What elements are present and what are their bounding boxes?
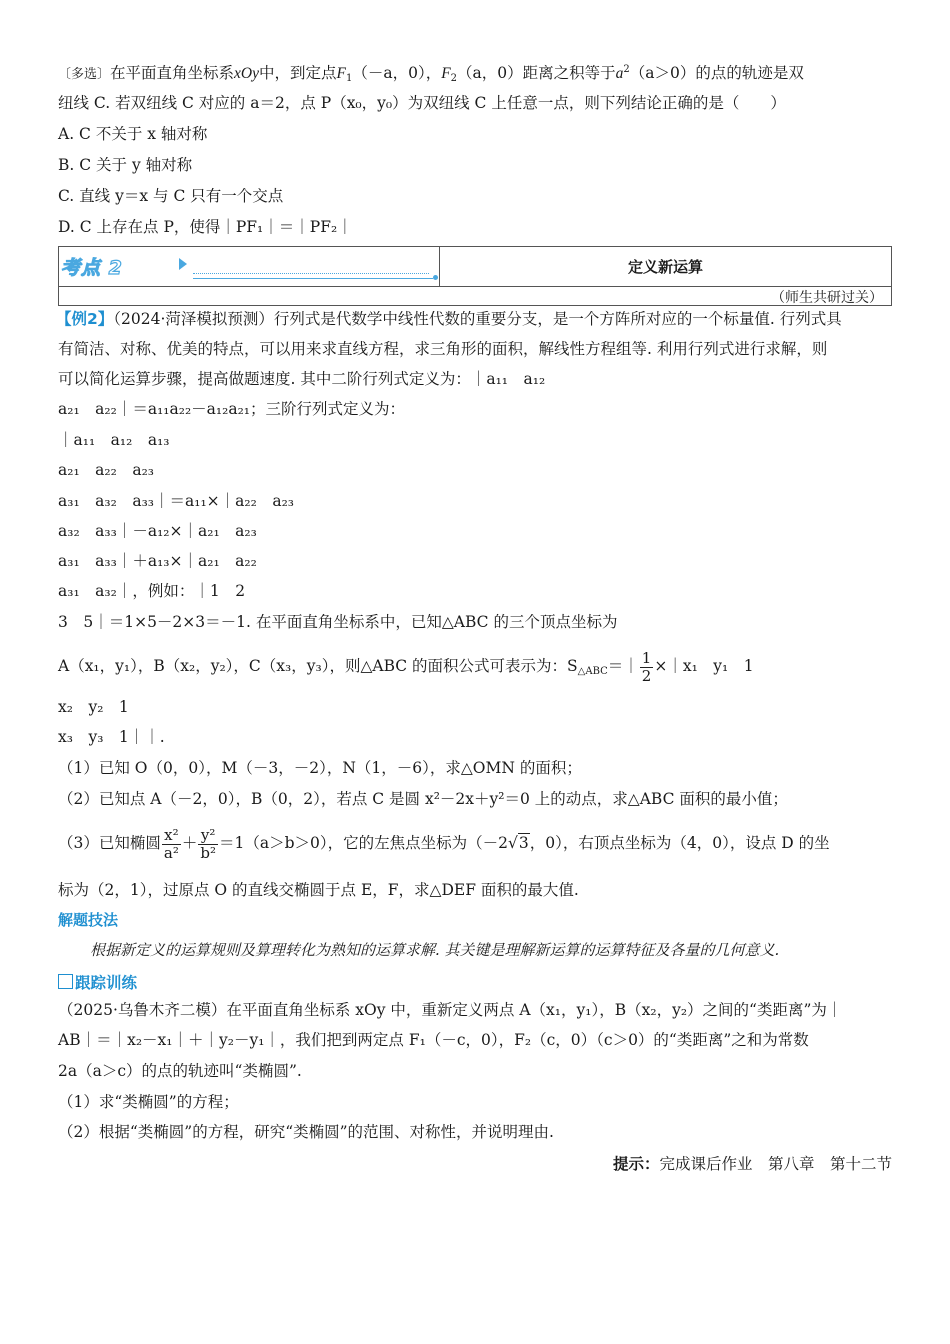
part-1: （1）已知 O（0，0），M（－3，－2），N（1，－6），求△OMN 的面积； <box>58 759 582 777</box>
training-line-3: 2a（a＞c）的点的轨迹叫“类椭圆”. <box>58 1062 302 1080</box>
example-line-14: x₃ y₃ 1｜｜. <box>58 728 165 746</box>
method-title: 解题技法 <box>58 911 119 929</box>
example-line-9: a₃₁ a₃₃｜＋a₁₃×｜a₂₁ a₂₂ <box>58 552 257 570</box>
section-header <box>58 246 892 306</box>
example-line-6: a₂₁ a₂₂ a₂₃ <box>58 461 155 479</box>
decorative-dotted-line <box>193 273 429 274</box>
section-title: 定义新运算 <box>439 247 891 287</box>
training-heading: 跟踪训练 <box>58 973 137 993</box>
question-line-2: 纽线 C. 若双纽线 C 对应的 a＝2，点 P（x₀，y₀）为双纽线 C 上任意一点，则下列结论正确的是（ ） <box>58 94 786 112</box>
training-part-2: （2）根据“类椭圆”的方程，研究“类椭圆”的范围、对称性，并说明理由. <box>58 1123 554 1141</box>
example-line-3: 可以简化运算步骤，提高做题速度. 其中二阶行列式定义为：｜a₁₁ a₁₂ <box>58 370 546 388</box>
example-label: 【例2】 <box>56 310 114 328</box>
question-line-1: 〔多选〕在平面直角坐标系xOy中，到定点$F_1(-a$，0），$F_2(a$，0）距离之积等于$a^2(a>0)$的点的轨迹是双 <box>58 64 804 84</box>
example-line-13: x₂ y₂ 1 <box>58 698 129 716</box>
arrow-right-icon <box>179 258 187 270</box>
part-3-cont: 标为（2，1），过原点 O 的直线交椭圆于点 E，F，求△DEF 面积的最大值. <box>58 881 579 899</box>
training-line-2: AB｜＝｜x₂－x₁｜＋｜y₂－y₁｜，我们把到两定点 F₁（－c，0），F₂（c，0）（c＞0）的“类距离”之和为常数 <box>58 1031 809 1049</box>
footer-hint <box>613 1152 892 1174</box>
option-c: C. 直线 y＝x 与 C 只有一个交点 <box>58 187 284 205</box>
checkbox-square-icon <box>58 974 73 989</box>
example-line-11: 3 5｜＝1×5－2×3＝－1. 在平面直角坐标系中，已知△ABC 的三个顶点坐标为 <box>58 613 618 631</box>
example-line-1: 【例2】（2024·菏泽模拟预测）行列式是代数学中线性代数的重要分支，是一个方阵所对应的一个标量值. 行列式具 <box>56 310 842 328</box>
part-2: （2）已知点 A（－2，0），B（0，2），若点 C 是圆 x²－2x＋y²＝0 上的动点，求△ABC 面积的最小值； <box>58 790 788 808</box>
example-line-7: a₃₁ a₃₂ a₃₃｜＝a₁₁×｜a₂₂ a₂₃ <box>58 492 294 510</box>
example-line-10: a₃₁ a₃₂｜，例如：｜1 2 <box>58 582 246 600</box>
fraction-half: $\frac{1}{2}$ <box>641 648 652 685</box>
fraction-y2-b2: $\frac{\text{y²}}{\text{b²}}$ <box>200 825 216 862</box>
method-body: 根据新定义的运算规则及算理转化为熟知的运算求解. 其关键是理解新运算的运算特征及各量的几何意义. <box>90 941 780 959</box>
section-badge-area <box>59 247 439 286</box>
option-a: A. C 不关于 x 轴对称 <box>58 125 208 143</box>
section-badge: 考点 2 <box>61 257 123 279</box>
option-b: B. C 关于 y 轴对称 <box>58 156 193 174</box>
option-d: D. C 上存在点 P，使得｜PF₁｜＝｜PF₂｜ <box>58 218 353 236</box>
multi-select-tag: 〔多选〕 <box>58 67 111 82</box>
divider <box>59 286 439 287</box>
hint-label: 提示： <box>612 1155 660 1173</box>
example-line-8: a₃₂ a₃₃｜－a₁₂×｜a₂₁ a₂₃ <box>58 522 257 540</box>
part-3: （3）已知椭圆 $\frac{\text{x²}}{\text{a²}}$ ＋ $\frac{\text{y²}}{\text{b²}}$ ＝1（a＞b＞0），它的左焦点坐标为（－2√3，0），右顶点坐标为（4，0），设点 D 的坐 <box>58 820 830 866</box>
training-line-1: （2025·乌鲁木齐二模）在平面直角坐标系 xOy 中，重新定义两点 A（x₁，y₁），B（x₂，y₂）之间的“类距离”为｜ <box>58 1001 843 1019</box>
example-line-12: A（x₁，y₁），B（x₂，y₂），C（x₃，y₃），则△ABC 的面积公式可表示为：$S_{\triangle ABC}=|$ $\frac{1}{2}$ ×｜x₁ y₁ 1 <box>58 648 754 685</box>
fraction-x2-a2: $\frac{\text{x²}}{\text{a²}}$ <box>163 825 179 862</box>
example-line-4: a₂₁ a₂₂｜＝a₁₁a₂₂－a₁₂a₂₁；三阶行列式定义为： <box>58 400 406 418</box>
decorative-underline <box>193 278 433 279</box>
hint-text: 完成课后作业 第八章 第十二节 <box>659 1155 892 1173</box>
decorative-dot <box>433 275 438 280</box>
example-line-5: ｜a₁₁ a₁₂ a₁₃ <box>58 431 170 449</box>
training-part-1: （1）求“类椭圆”的方程； <box>58 1093 239 1111</box>
example-line-2: 有简洁、对称、优美的特点，可以用来求直线方程，求三角形的面积，解线性方程组等. 利用行列式进行求解，则 <box>58 340 828 358</box>
section-note: （师生共研过关） <box>771 290 883 306</box>
sqrt-3: √3 <box>507 834 529 852</box>
